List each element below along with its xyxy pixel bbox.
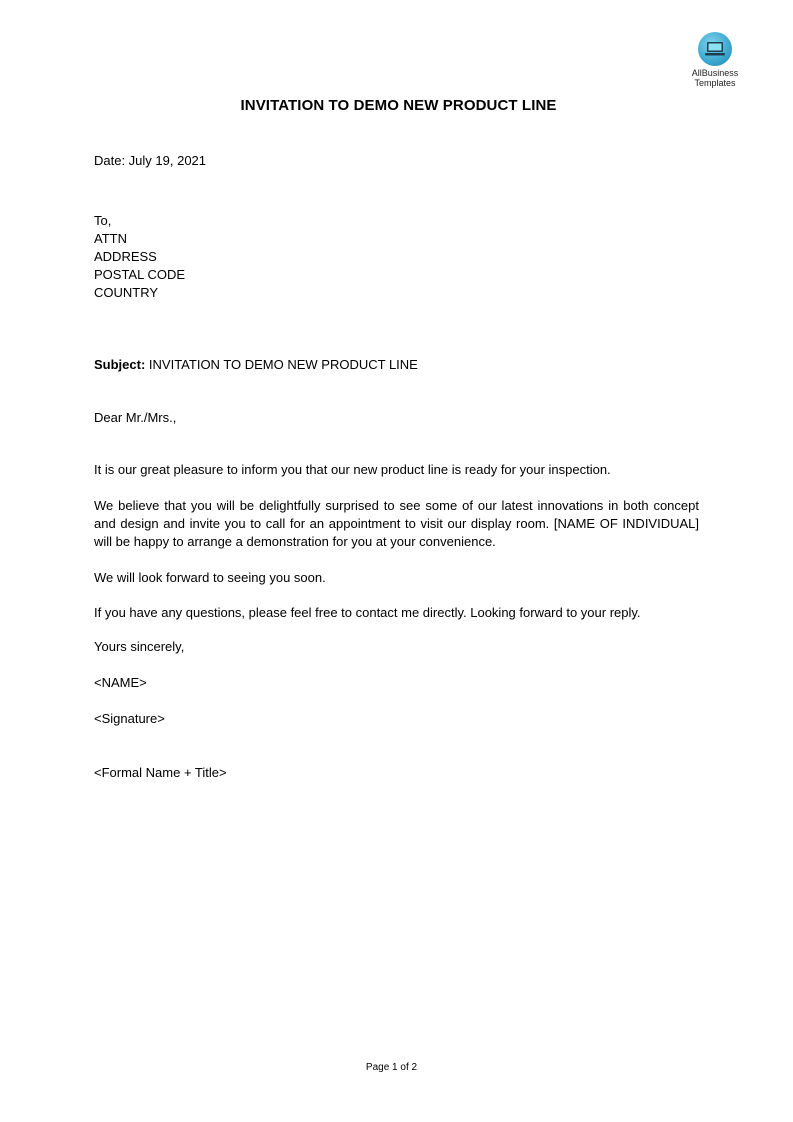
address-postal-code: POSTAL CODE	[94, 267, 186, 282]
address-line: ADDRESS	[94, 249, 157, 264]
document-title: INVITATION TO DEMO NEW PRODUCT LINE	[240, 97, 557, 114]
address-to: To,	[94, 213, 112, 228]
subject-text: INVITATION TO DEMO NEW PRODUCT LINE	[148, 357, 418, 372]
paragraph-4: If you have any questions, please feel free to contact me directly. Looking forward to your reply.	[94, 605, 641, 620]
subject-line	[94, 356, 699, 374]
page-number: Page 1 of 2	[365, 1062, 418, 1073]
logo-text-line2: Templates	[694, 78, 736, 88]
address-country: COUNTRY	[94, 285, 159, 300]
recipient-address	[94, 212, 699, 302]
formal-name-title: <Formal Name + Title>	[94, 765, 227, 780]
signature-placeholder: <Signature>	[94, 711, 165, 726]
address-attn: ATTN	[94, 231, 127, 246]
company-logo	[683, 32, 747, 88]
sender-name: <NAME>	[94, 675, 147, 690]
subject-label: Subject:	[94, 357, 146, 372]
paragraph-3: We will look forward to seeing you soon.	[94, 570, 326, 585]
letter-date: Date: July 19, 2021	[94, 153, 207, 168]
closing: Yours sincerely,	[94, 639, 185, 654]
laptop-icon	[698, 32, 732, 66]
paragraph-1: It is our great pleasure to inform you that our new product line is ready for your inspection.	[94, 462, 611, 477]
paragraph-2: We believe that you will be delightfully surprised to see some of our latest innovations in both concept and design and invite you to call for an appointment to visit our display room. [NAME OF INDIVIDUAL] will be happy to arrange a demonstration for you at your convenience.	[94, 498, 699, 549]
salutation: Dear Mr./Mrs.,	[94, 410, 177, 425]
logo-text-line1: AllBusiness	[691, 68, 739, 78]
